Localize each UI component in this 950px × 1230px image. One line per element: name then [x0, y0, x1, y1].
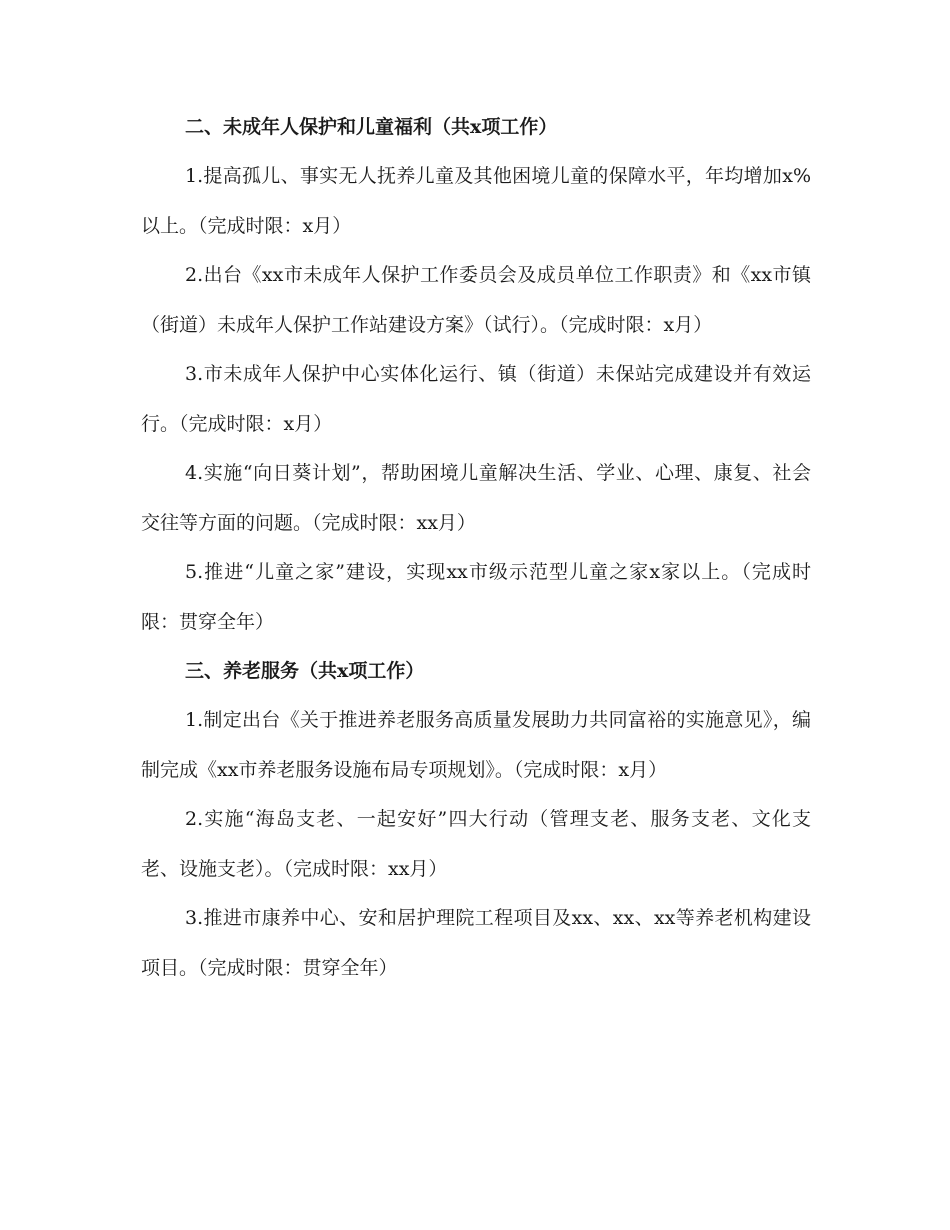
document-body	[141, 103, 811, 993]
list-item: 1.提高孤儿、事实无人抚养儿童及其他困境儿童的保障水平，年均增加x%以上。（完成时限：x月）	[141, 165, 811, 237]
list-item: 2.实施“海岛支老、一起安好”四大行动（管理支老、服务支老、文化支老、设施支老）。（完成时限：xx月）	[141, 808, 811, 880]
list-item: 3.市未成年人保护中心实体化运行、镇（街道）未保站完成建设并有效运行。（完成时限：x月）	[141, 363, 811, 435]
section-minor-protection	[141, 103, 811, 647]
list-item: 1.制定出台《关于推进养老服务高质量发展助力共同富裕的实施意见》，编制完成《xx市养老服务设施布局专项规划》。（完成时限：x月）	[141, 709, 811, 781]
section-elderly-care	[141, 647, 811, 993]
section-heading: 二、未成年人保护和儿童福利（共x项工作）	[185, 116, 558, 138]
list-item: 4.实施“向日葵计划”，帮助困境儿童解决生活、学业、心理、康复、社会交往等方面的问题。（完成时限：xx月）	[141, 462, 811, 534]
section-heading: 三、养老服务（共x项工作）	[185, 660, 425, 682]
list-item: 5.推进“儿童之家”建设，实现xx市级示范型儿童之家x家以上。（完成时限：贯穿全年）	[141, 561, 811, 633]
list-item: 2.出台《xx市未成年人保护工作委员会及成员单位工作职责》和《xx市镇（街道）未成年人保护工作站建设方案》（试行）。（完成时限：x月）	[141, 264, 811, 336]
list-item: 3.推进市康养中心、安和居护理院工程项目及xx、xx、xx等养老机构建设项目。（完成时限：贯穿全年）	[141, 907, 811, 979]
